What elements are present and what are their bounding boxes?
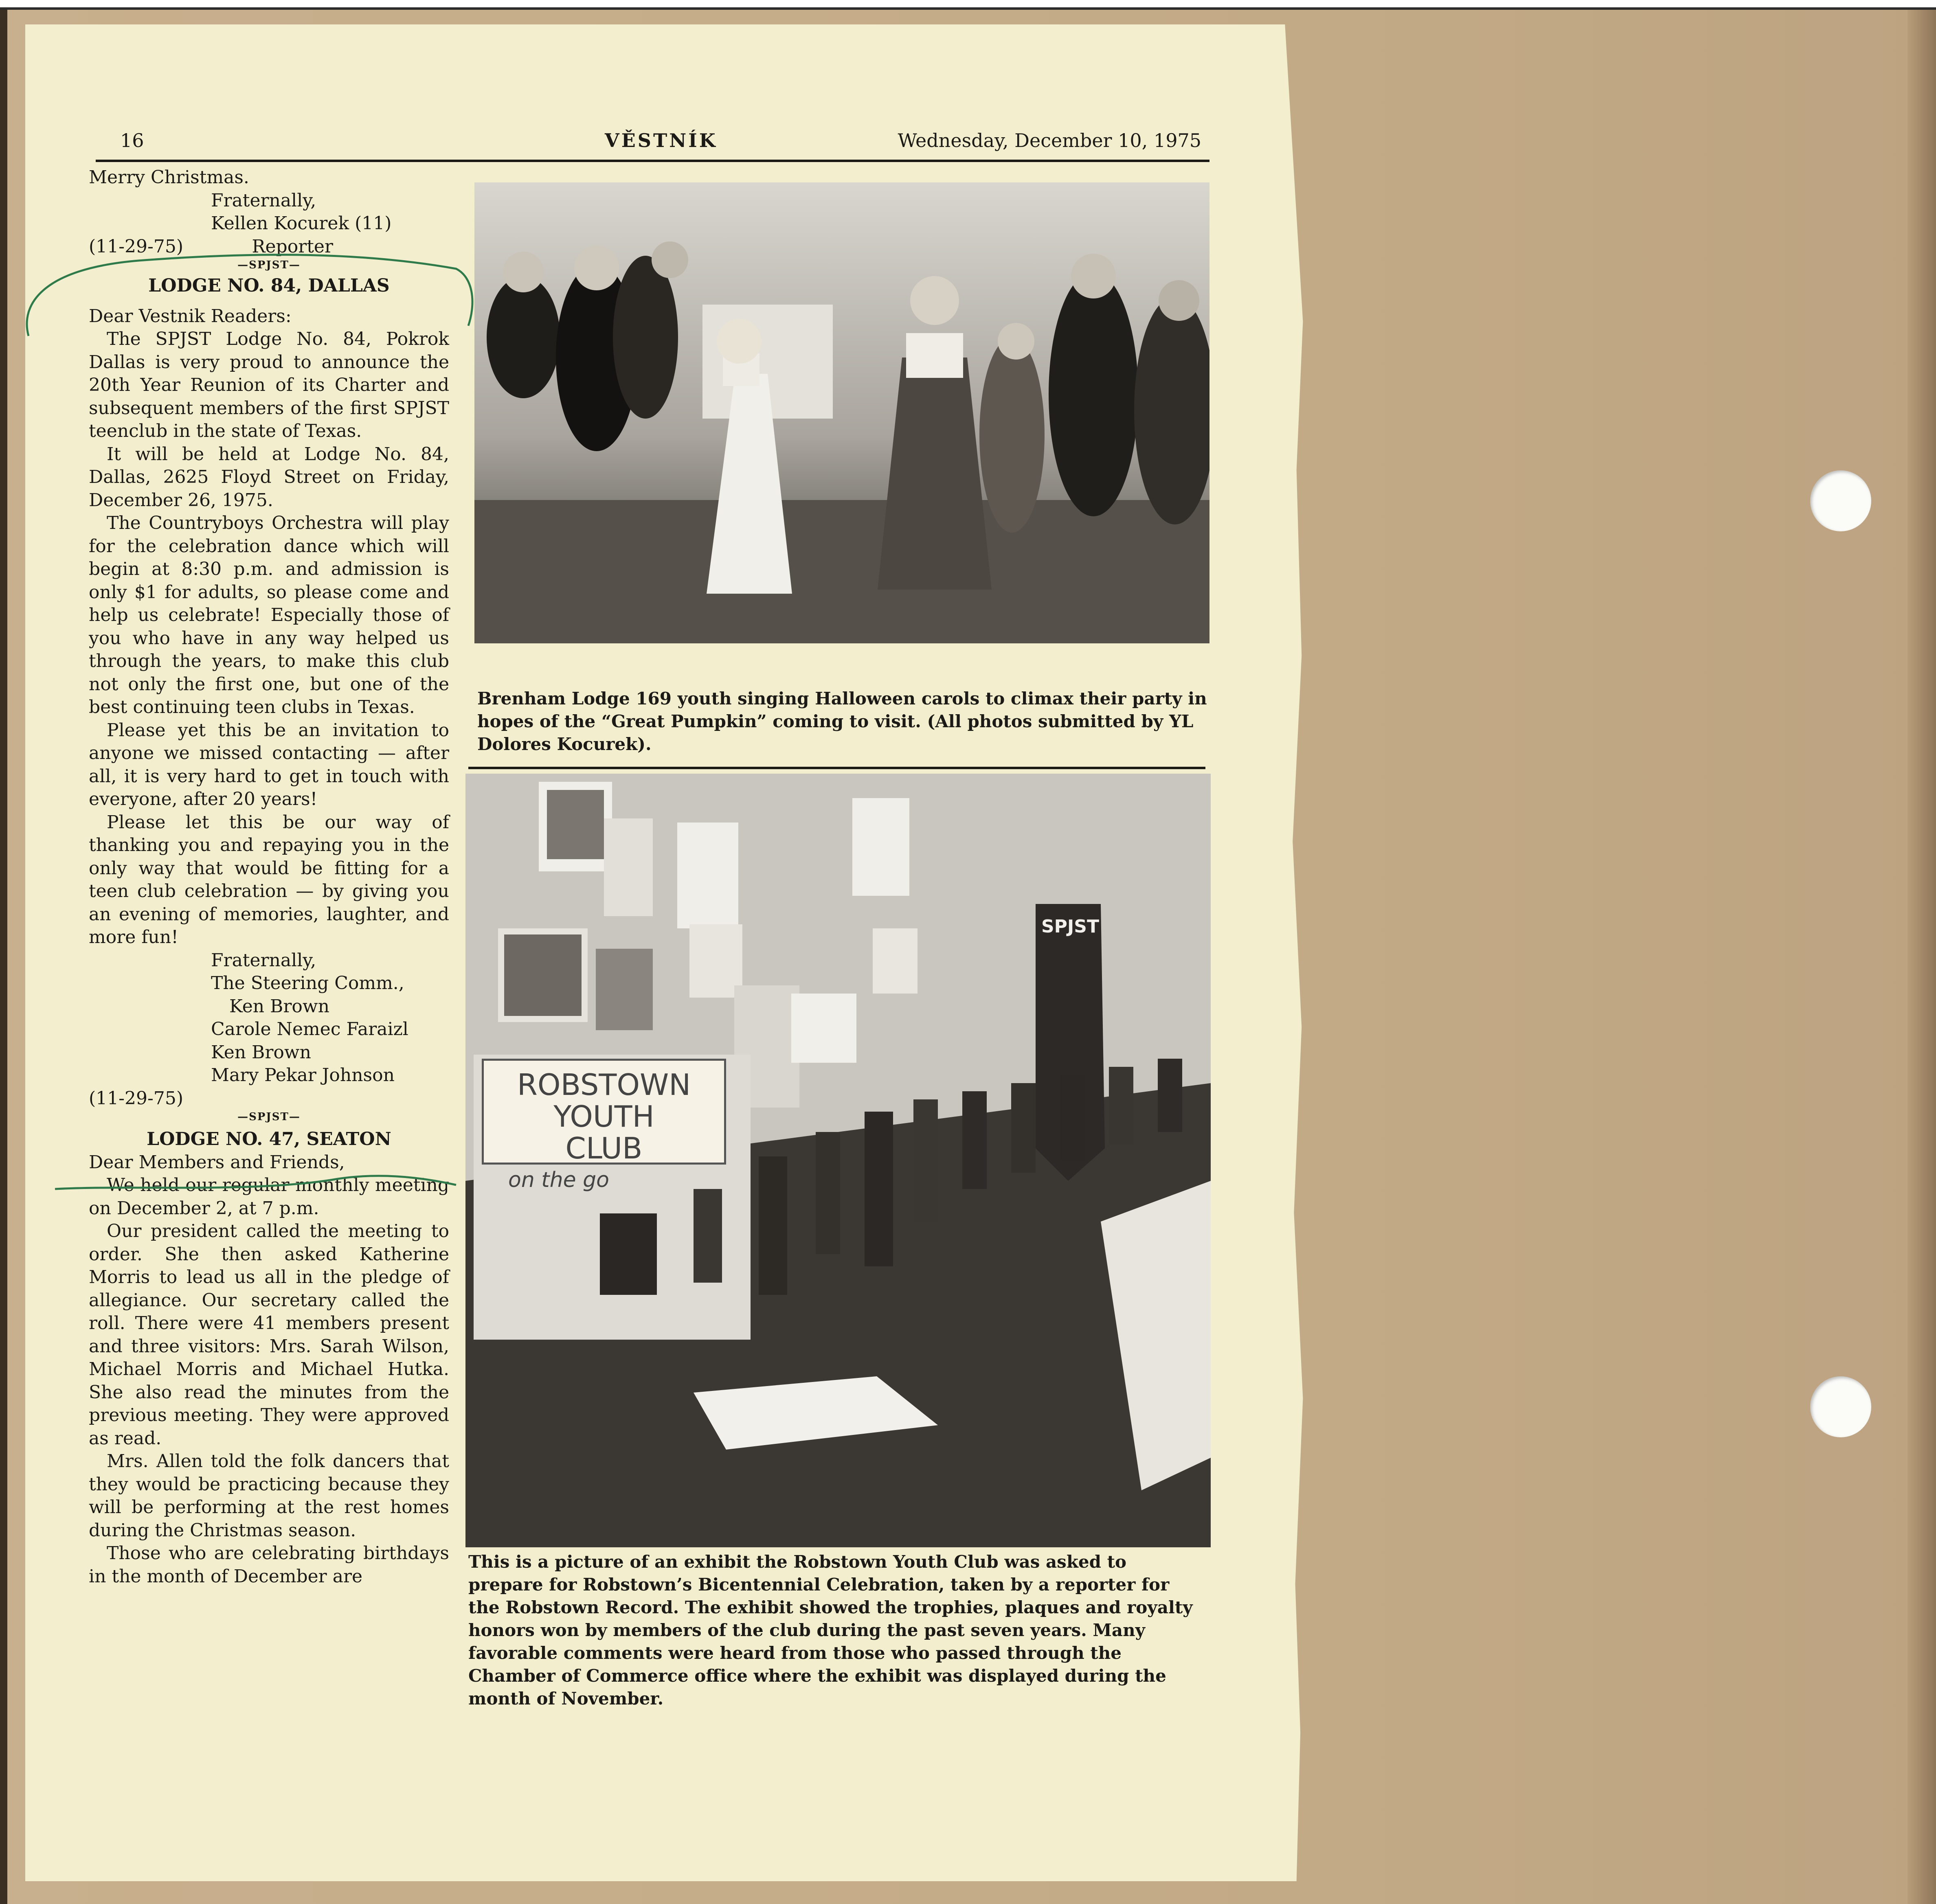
spjst-banner (1040, 916, 1101, 937)
closing-line: Merry Christmas. (89, 167, 249, 188)
lodge84-paragraph: The SPJST Lodge No. 84, Pokrok Dallas is very proud to announce the 20th Year Reunion of its Charter and subsequent members of the first SPJST teenclub in the state of Texas. (89, 329, 449, 441)
lodge84-paragraph: Please let this be our way of thanking you and repaying you in the only way that would be fitting for a teen club celebration — by giving you an evening of memories, laughter, and more fun! (89, 812, 449, 948)
lodge47-paragraph: Those who are celebrating birthdays in the month of December are (89, 1543, 449, 1587)
banner-text: SPJST (1041, 916, 1099, 937)
sign-line: on the go (508, 1168, 609, 1192)
brenham-photo (474, 182, 1209, 643)
lodge84-signer: Ken Brown (211, 1042, 311, 1063)
lodge47-salutation: Dear Members and Friends, (89, 1152, 345, 1173)
header-rule (96, 160, 1209, 162)
sign-line: CLUB (565, 1131, 643, 1165)
lodge84-paragraph: It will be held at Lodge No. 84, Dallas, 2625 Floyd Street on Friday, December 26, 1975. (89, 443, 449, 511)
robstown-caption: This is a picture of an exhibit the Robstown Youth Club was asked to prepare for Robstown’s Bicentennial Celebration, taken by a reporter for the Robstown Record. The exhibit showed the trophies, plaques and royalty honors won by members of the club during the past seven years. Many favorable comments were heard from those who passed through the Chamber of Commerce office where the exhibit was displayed during the month of November. (468, 1552, 1193, 1709)
robstown-sign (482, 1059, 726, 1192)
lodge84-paragraph: The Countryboys Orchestra will play for the celebration dance which will begin at 8:30 p.m. and admission is only $1 for adults, so please come and help us celebrate! Especially those of you who have in any way helped us through the years, to make this club not only the first one, but one of the best continuing teen clubs in Texas. (89, 513, 449, 717)
issue-date: Wednesday, December 10, 1975 (898, 129, 1201, 151)
binder-hole-bottom (1810, 1376, 1871, 1437)
separator: —SPJST— (237, 259, 301, 271)
photo-divider (468, 767, 1205, 769)
left-column (89, 166, 449, 1588)
page-header (96, 129, 1201, 154)
lodge84-signer: Ken Brown (229, 996, 329, 1017)
lodge84-heading: LODGE NO. 84, DALLAS (148, 275, 390, 296)
separator: —SPJST— (237, 1111, 301, 1123)
brenham-caption: Brenham Lodge 169 youth singing Halloween carols to climax their party in hopes of the “Great Pumpkin” coming to visit. (All photos submitted by YL Dolores Kocurek). (477, 689, 1207, 754)
marker-underline-top (16, 244, 481, 338)
lodge84-fraternally: Fraternally, (211, 950, 316, 971)
robstown-photo (465, 774, 1211, 1547)
closing-name: Kellen Kocurek (11) (211, 213, 392, 234)
page-number: 16 (120, 129, 144, 151)
lodge84-signer: Carole Nemec Faraizl (211, 1019, 408, 1040)
lodge47-paragraph: Mrs. Allen told the folk dancers that they would be practicing because they will be performing at the rest homes during the Christmas season. (89, 1451, 449, 1541)
lodge47-heading: LODGE NO. 47, SEATON (147, 1129, 391, 1149)
closing-date: (11-29-75) (89, 236, 184, 257)
masthead: VĚSTNÍK (605, 129, 718, 151)
lodge84-salutation: Dear Vestnik Readers: (89, 305, 292, 327)
marker-underline-bottom (53, 1173, 460, 1193)
lodge47-paragraph: We held our regular monthly meeting on December 2, at 7 p.m. (89, 1175, 449, 1219)
brenham-photo-image (474, 182, 1209, 643)
lodge47-paragraph: Our president called the meeting to order. She then asked Katherine Morris to lead us all in the pledge of allegiance. Our secretary called the roll. There were 41 members present and three visitors: Mrs. Sarah Wilson, Michael Morris and Michael Hutka. She also read the minutes from the previous meeting. They were approved as read. (89, 1221, 449, 1449)
lodge84-signer: Mary Pekar Johnson (211, 1065, 395, 1086)
sign-line: ROBSTOWN YOUTH (517, 1068, 691, 1134)
closing-fraternally: Fraternally, (211, 190, 316, 211)
lodge84-signer: The Steering Comm., (211, 973, 404, 994)
scan-top-strip (0, 0, 1936, 7)
closing-role: Reporter (252, 236, 333, 257)
scan-left-edge (0, 10, 7, 1904)
lodge84-date: (11-29-75) (89, 1088, 184, 1109)
binder-hole-top (1810, 470, 1871, 531)
scrapbook-page-edge (1907, 10, 1936, 1904)
lodge84-paragraph: Please yet this be an invitation to anyone we missed contacting — after all, it is very hard to get in touch with everyone, after 20 years! (89, 719, 449, 809)
